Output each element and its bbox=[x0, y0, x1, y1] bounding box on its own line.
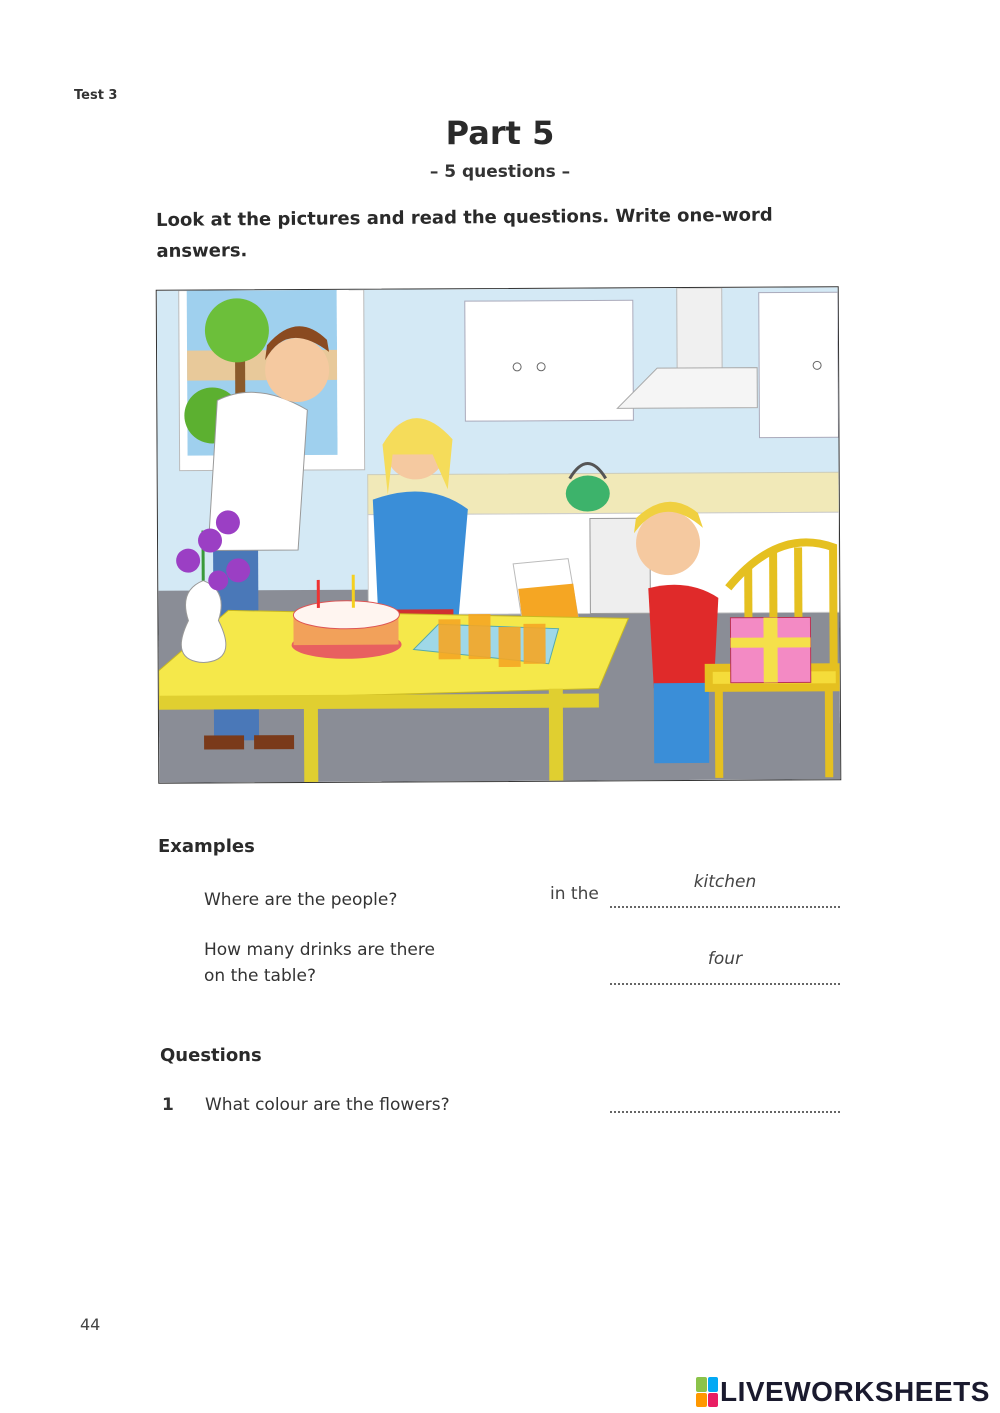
example-question-2-line1: How many drinks are there bbox=[204, 940, 435, 960]
instructions: Look at the pictures and read the questions. Write one-word answers. bbox=[156, 204, 773, 262]
question-text-1: What colour are the flowers? bbox=[205, 1095, 450, 1115]
liveworksheets-brand bbox=[696, 1376, 990, 1408]
example-question-2-line2: on the table? bbox=[204, 966, 316, 986]
example-question-1: Where are the people? bbox=[204, 890, 398, 910]
questions-heading: Questions bbox=[160, 1045, 262, 1066]
kitchen-scene-svg bbox=[157, 287, 841, 783]
test-label: Test 3 bbox=[74, 88, 118, 103]
page-number: 44 bbox=[80, 1315, 101, 1334]
example-answer-prefix-1: in the bbox=[550, 884, 599, 904]
question-number-1: 1 bbox=[162, 1095, 174, 1115]
example-answer-1: kitchen bbox=[693, 872, 757, 892]
example-answer-line-1 bbox=[610, 872, 840, 908]
liveworksheets-logo-icon bbox=[696, 1377, 718, 1407]
examples-heading: Examples bbox=[158, 836, 255, 857]
example-answer-2: four bbox=[707, 949, 743, 969]
part-subtitle: – 5 questions – bbox=[429, 162, 571, 182]
kitchen-illustration bbox=[156, 286, 842, 784]
example-answer-line-2 bbox=[610, 949, 840, 985]
part-title: Part 5 bbox=[445, 114, 555, 152]
answer-input-line-1[interactable] bbox=[610, 1085, 840, 1113]
gift-box bbox=[730, 617, 810, 682]
brand-name: LIVEWORKSHEETS bbox=[720, 1376, 990, 1407]
